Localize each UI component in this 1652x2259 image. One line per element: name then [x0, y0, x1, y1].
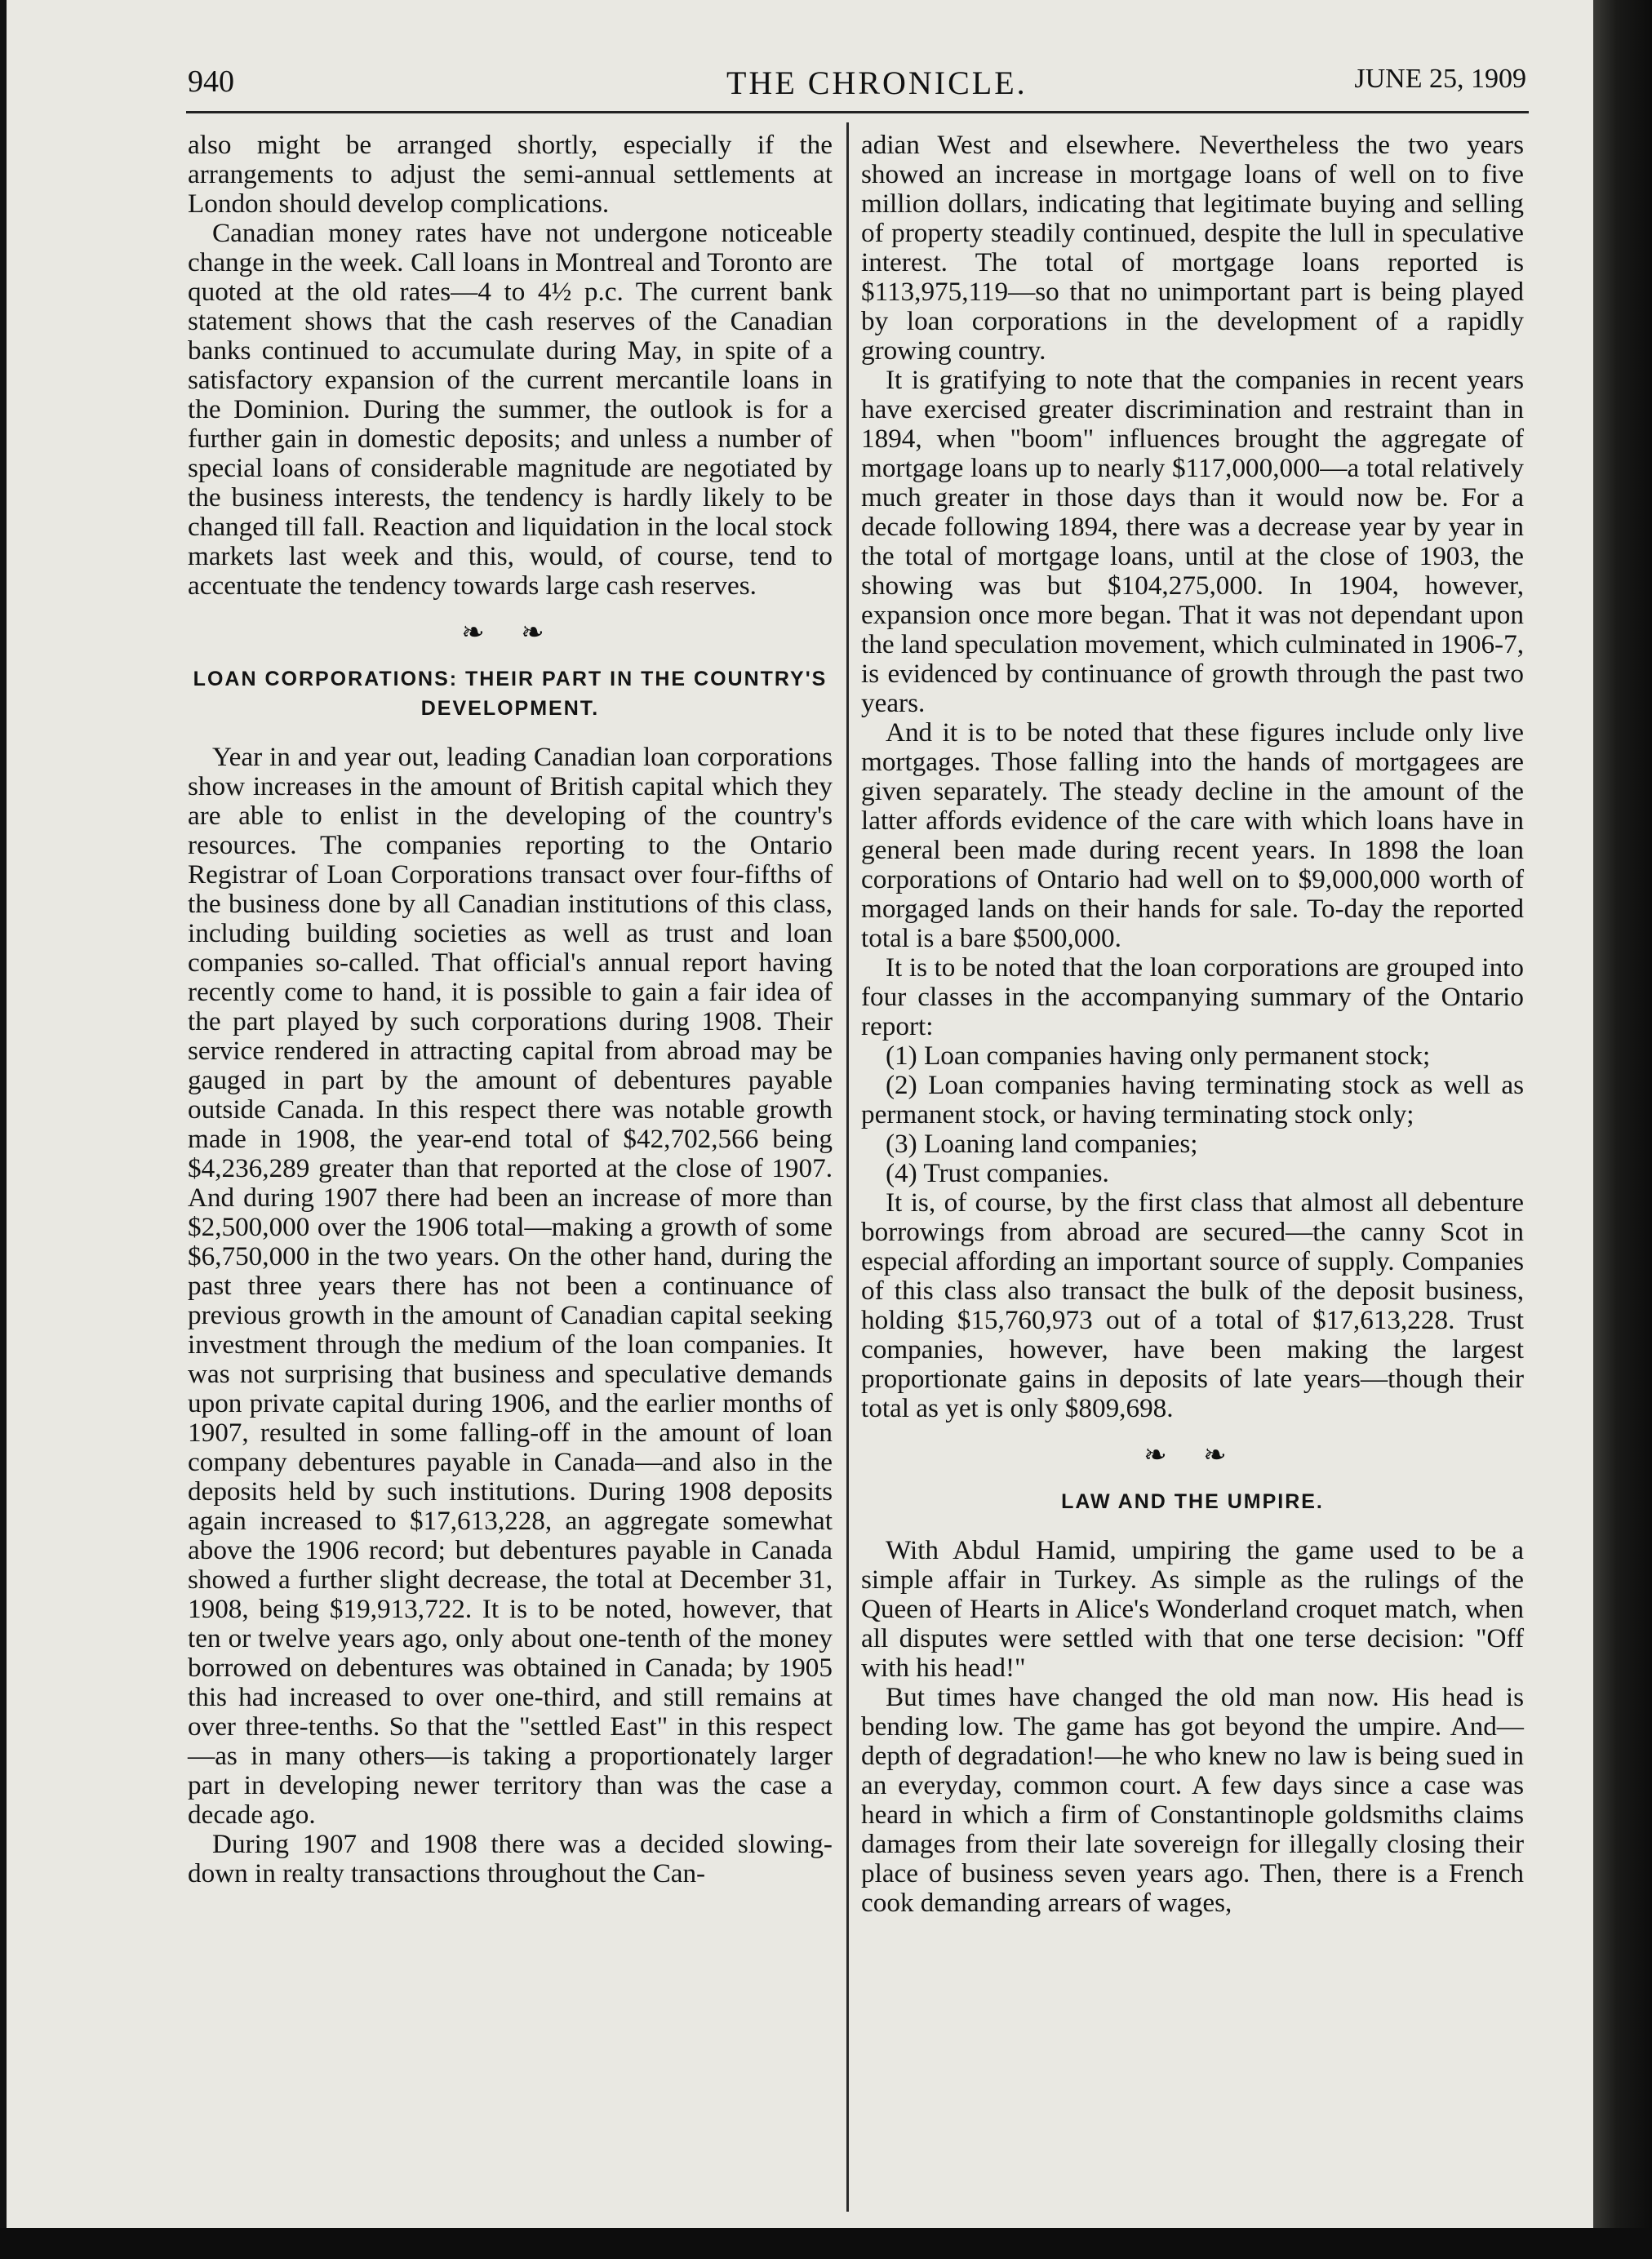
paragraph: Canadian money rates have not undergone noticeable change in the week. Call loans in Montreal and Toronto are quoted at the old rates—4 to 4½ p.c. The current bank statement shows that the cash reserves of the Canadian banks continued to accumulate during May, in spite of a satisfactory expansion of the current mercantile loans in the Dominion. During the summer, the outlook is for a further gain in domestic deposits; and unless a number of special loans of considerable magnitude are negotiated by the business interests, the tendency is hardly likely to be changed till fall. Reaction and liquidation in the local stock markets last week and this, would, of course, tend to accentuate the tendency towards large cash reserves.	[188, 218, 833, 601]
paragraph: With Abdul Hamid, umpiring the game used to be a simple affair in Turkey. As simple as the rulings of the Queen of Hearts in Alice's Wonderland croquet match, when all disputes were settled with that one terse decision: "Off with his head!"	[861, 1535, 1524, 1683]
paragraph: It is to be noted that the loan corporations are grouped into four classes in the accompanying summary of the Ontario report:	[861, 952, 1524, 1041]
section-ornament: ❧ ❧	[461, 618, 559, 648]
right-column	[861, 131, 1524, 1918]
list-item: (3) Loaning land companies;	[886, 1129, 1198, 1159]
paragraph: adian West and elsewhere. Nevertheless the two years showed an increase in mortgage loans of well on to five million dollars, indicating that legitimate buying and selling of property steadily continued, despite the lull in speculative interest. The total of mortgage loans reported is $113,975,119—so that no unimportant part is being played by loan corporations in the development of a rapidly growing country.	[861, 130, 1524, 366]
page-header	[188, 64, 1526, 103]
section-ornament: ❧ ❧	[1144, 1440, 1241, 1471]
article-heading: LAW AND THE UMPIRE.	[1061, 1490, 1324, 1513]
list-item: (4) Trust companies.	[886, 1158, 1109, 1188]
paragraph: Year in and year out, leading Canadian loan corporations show increases in the amount of British capital which they are able to enlist in the developing of the country's resources. The companies reporting to the Ontario Registrar of Loan Corporations transact over four-fifths of the business done by all Canadian institutions of this class, including building societies as well as trust and loan companies so-called. That official's annual report having recently come to hand, it is possible to gain a fair idea of the part played by such corporations during 1908. Their service rendered in attracting capital from abroad may be gauged in part by the amount of debentures payable outside Canada. In this respect there was notable growth made in 1908, the year-end total of $42,702,566 being $4,236,289 greater than that reported at the close of 1907. And during 1907 there had been an increase of more than $2,500,000 over the 1906 total—making a growth of some $6,750,000 in the two years. On the other hand, during the past three years there has not been a continuance of previous growth in the amount of Canadian capital seeking investment through the medium of the loan companies. It was not surprising that business and speculative demands upon private capital during 1906, and the earlier months of 1907, resulted in some falling-off in the amount of loan company debentures payable in Canada—and also in the deposits held by such institutions. During 1908 deposits again increased to $17,613,228, an aggregate somewhat above the 1906 record; but debentures payable in Canada showed a further slight decrease, the total at December 31, 1908, being $19,913,722. It is to be noted, however, that ten or twelve years ago, only about one-tenth of the money borrowed on debentures was obtained in Canada; by 1905 this had increased to over one-third, and still remains at over three-tenths. So that the "settled East" in this respect—as in many others—is taking a proportionately larger part in developing newer territory than was the case a decade ago.	[188, 742, 833, 1830]
left-column	[188, 131, 833, 1888]
page-edge-shadow	[1593, 0, 1652, 2259]
paragraph: It is, of course, by the first class that almost all debenture borrowings from abroad are secured—the canny Scot in especial affording an important source of supply. Companies of this class also transact the bulk of the deposit business, holding $15,760,973 out of a total of $17,613,228. Trust companies, however, have been making the largest proportionate gains in deposits of late years—though their total as yet is only $809,698.	[861, 1187, 1524, 1423]
article-heading: LOAN CORPORATIONS: THEIR PART IN THE COUNTRY'S DEVELOPMENT.	[193, 668, 828, 720]
list-item: (1) Loan companies having only permanent stock;	[886, 1041, 1431, 1071]
bottom-edge-shadow	[0, 2228, 1652, 2259]
paragraph: During 1907 and 1908 there was a decided slowing-down in realty transactions throughout the Can-	[188, 1829, 833, 1888]
column-divider	[846, 122, 849, 2212]
page-number: 940	[188, 64, 234, 99]
list-item: (2) Loan companies having terminating stock as well as permanent stock, or having terminating stock only;	[861, 1070, 1524, 1130]
header-rule	[186, 111, 1529, 113]
paragraph: also might be arranged shortly, especially if the arrangements to adjust the semi-annual settlements at London should develop complications.	[188, 130, 833, 219]
issue-date: JUNE 25, 1909	[1354, 64, 1526, 94]
paragraph: But times have changed the old man now. His head is bending low. The game has got beyond the umpire. And—depth of degradation!—he who knew no law is being sued in an everyday, common court. A few days since a case was heard in which a firm of Constantinople goldsmiths claims damages from their late sovereign for illegally closing their place of business seven years ago. Then, there is a French cook demanding arrears of wages,	[861, 1682, 1524, 1918]
paragraph: It is gratifying to note that the companies in recent years have exercised greater discrimination and restraint than in 1894, when "boom" influences brought the aggregate of mortgage loans up to nearly $117,000,000—a total relatively much greater in those days than it would now be. For a decade following 1894, there was a decrease year by year in the total of mortgage loans, until at the close of 1903, the showing was but $104,275,000. In 1904, however, expansion once more began. That it was not dependant upon the land speculation movement, which culminated in 1906-7, is evidenced by continuance of growth through the past two years.	[861, 365, 1524, 718]
publication-title: THE CHRONICLE.	[726, 64, 1028, 101]
paragraph: And it is to be noted that these figures include only live mortgages. Those falling into the hands of mortgagees are given separately. The steady decline in the amount of the latter affords evidence of the care with which loans have in general been made during recent years. In 1898 the loan corporations of Ontario had well on to $9,000,000 worth of morgaged lands on their hands for sale. To-day the reported total is a bare $500,000.	[861, 717, 1524, 953]
